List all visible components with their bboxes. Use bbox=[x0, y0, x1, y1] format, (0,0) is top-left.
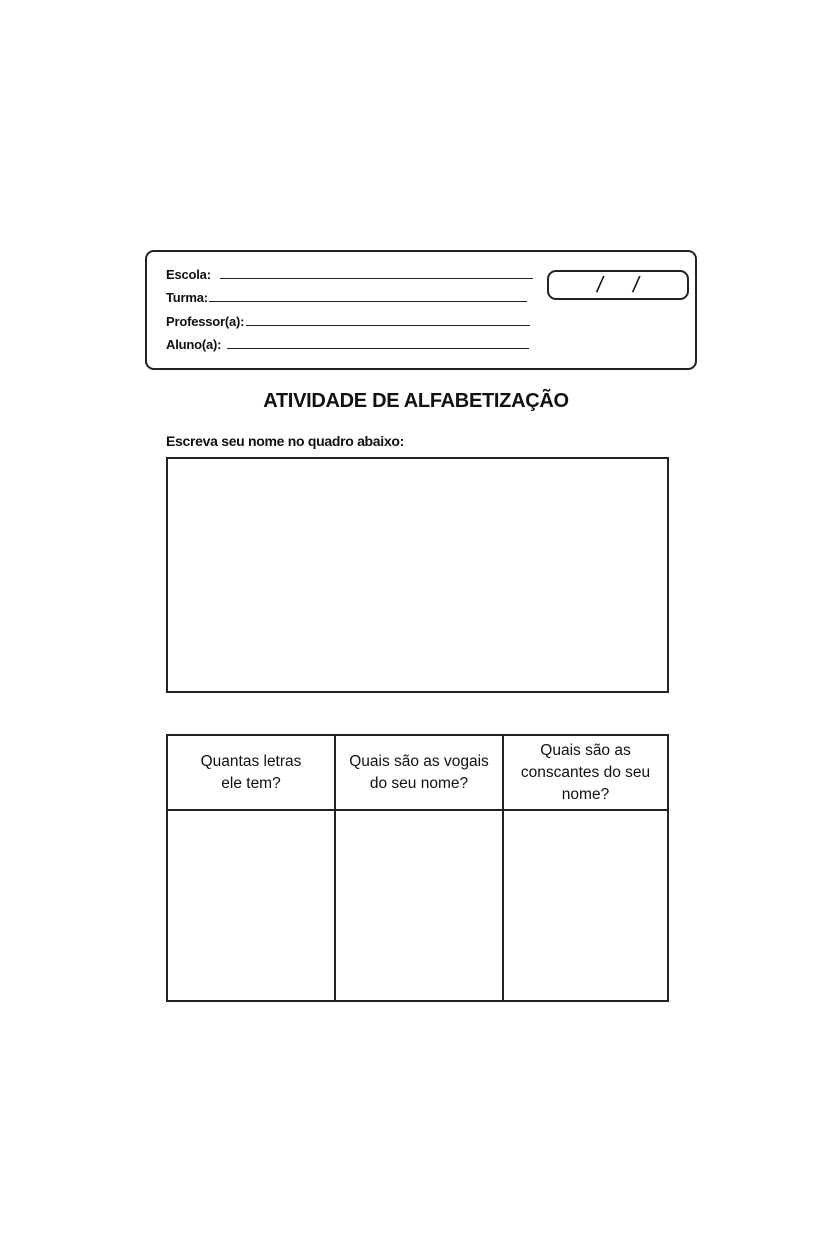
date-separator-1: / bbox=[594, 272, 606, 297]
question-vowels-text: Quais são as vogais do seu nome? bbox=[349, 752, 489, 792]
question-consonants bbox=[504, 736, 667, 811]
field-professor bbox=[166, 314, 530, 329]
answer-vowels-box[interactable] bbox=[336, 811, 504, 1000]
turma-label: Turma: bbox=[166, 290, 208, 305]
name-writing-box[interactable] bbox=[166, 457, 669, 693]
question-letters-count-text: Quantas letras ele tem? bbox=[200, 752, 302, 792]
questions-table bbox=[166, 734, 669, 1002]
aluno-label: Aluno(a): bbox=[166, 337, 222, 352]
date-separator-2: / bbox=[630, 272, 642, 297]
escola-label: Escola: bbox=[166, 267, 211, 282]
question-vowels bbox=[336, 736, 504, 811]
field-turma bbox=[166, 290, 527, 305]
answer-letters-count-box[interactable] bbox=[168, 811, 336, 1000]
field-aluno bbox=[166, 337, 529, 352]
question-consonants-text: Quais são as conscantes do seu nome? bbox=[520, 741, 651, 803]
field-escola bbox=[166, 267, 533, 282]
instruction-text: Escreva seu nome no quadro abaixo: bbox=[166, 433, 404, 449]
aluno-input-line[interactable] bbox=[227, 348, 529, 349]
date-field[interactable] bbox=[547, 270, 689, 300]
professor-label: Professor(a): bbox=[166, 314, 245, 329]
escola-input-line[interactable] bbox=[220, 278, 533, 279]
professor-input-line[interactable] bbox=[246, 325, 530, 326]
answer-consonants-box[interactable] bbox=[504, 811, 667, 1000]
question-letters-count bbox=[168, 736, 336, 811]
page-title: ATIVIDADE DE ALFABETIZAÇÃO bbox=[263, 390, 569, 412]
header-box bbox=[145, 250, 697, 370]
turma-input-line[interactable] bbox=[209, 301, 527, 302]
